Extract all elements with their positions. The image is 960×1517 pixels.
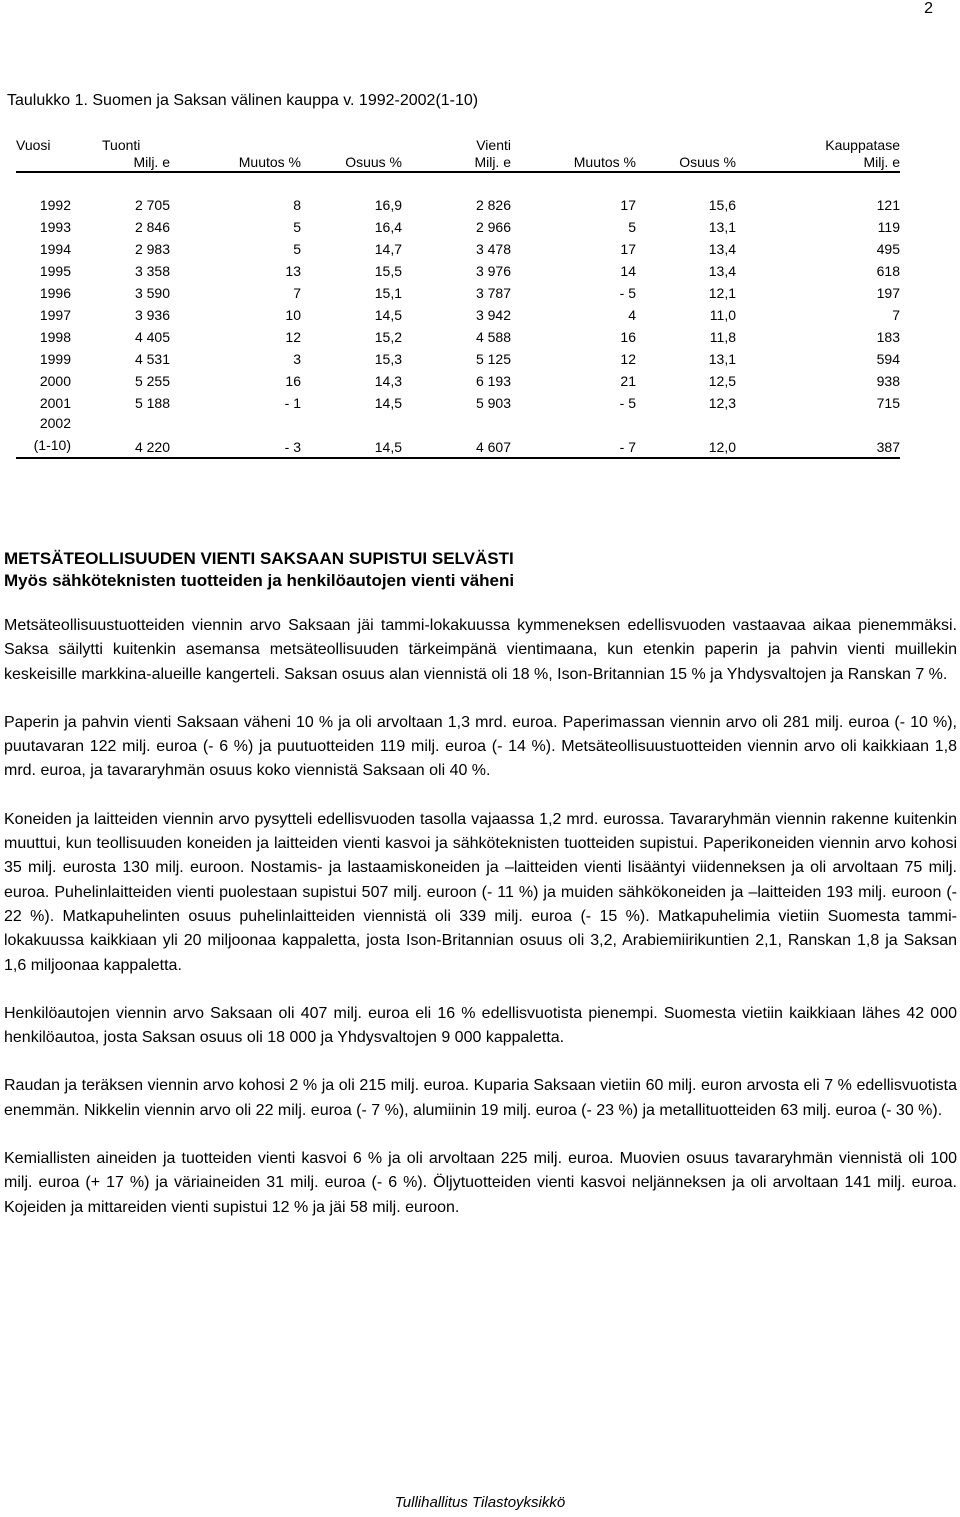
cell-year: 1994: [39, 241, 71, 257]
cell-vienti-osuus: 12,5: [708, 373, 736, 389]
cell-year: 1996: [39, 285, 71, 301]
header-vienti-unit: Milj. e: [402, 154, 511, 172]
header-tuonti-muutos: Muutos %: [170, 154, 301, 172]
cell-tuonti-muutos: 5: [293, 219, 301, 235]
table-header-row-2: [16, 154, 900, 172]
cell-year: 1995: [39, 263, 71, 279]
cell-vienti: 4 607: [402, 412, 511, 458]
cell-vienti-osuus: 15,6: [708, 197, 736, 213]
cell-tuonti: 2 846: [134, 219, 170, 235]
cell-vienti-muutos: - 7: [511, 412, 636, 458]
table-row: [16, 324, 900, 346]
cell-tuonti: 4 405: [134, 329, 170, 345]
cell-tuonti-osuus: 14,5: [301, 412, 402, 458]
cell-vienti-osuus: 13,1: [708, 351, 736, 367]
page-number: 2: [924, 0, 933, 17]
trade-table: [16, 137, 900, 459]
cell-tuonti-muutos: 10: [285, 307, 301, 323]
cell-year: 1993: [39, 219, 71, 235]
cell-kauppatase: 387: [736, 412, 900, 458]
cell-vienti-osuus: 12,0: [636, 412, 736, 458]
cell-kauppatase: 594: [876, 351, 900, 367]
cell-tuonti-osuus: 14,5: [374, 307, 402, 323]
header-tuonti-unit: Milj. e: [71, 154, 170, 172]
header-tuonti-osuus: Osuus %: [301, 154, 402, 172]
cell-vienti-osuus: 12,1: [708, 285, 736, 301]
cell-tuonti-osuus: 16,4: [374, 219, 402, 235]
cell-kauppatase: 121: [876, 197, 900, 213]
cell-vienti-osuus: 13,1: [708, 219, 736, 235]
cell-year: 1999: [39, 351, 71, 367]
header-vuosi: Vuosi: [16, 137, 51, 153]
cell-kauppatase: 7: [892, 307, 900, 323]
cell-kauppatase: 618: [876, 263, 900, 279]
cell-tuonti-osuus: 14,5: [374, 395, 402, 411]
cell-vienti: 3 478: [475, 241, 511, 257]
table-row: [16, 192, 900, 214]
table-row: [16, 346, 900, 368]
table-row: [16, 258, 900, 280]
cell-tuonti: 4 220: [71, 412, 170, 458]
table-caption: Taulukko 1. Suomen ja Saksan välinen kauppa v. 1992-2002(1-10): [7, 92, 479, 109]
cell-vienti-muutos: - 5: [619, 395, 636, 411]
cell-tuonti-muutos: 12: [285, 329, 301, 345]
header-vienti-osuus: Osuus %: [636, 154, 736, 172]
cell-tuonti-muutos: 7: [293, 285, 301, 301]
cell-tuonti: 2 983: [134, 241, 170, 257]
cell-year: 1992: [39, 197, 71, 213]
cell-year: 2000: [39, 373, 71, 389]
cell-vienti-osuus: 13,4: [708, 241, 736, 257]
table-row: [16, 412, 900, 458]
cell-vienti: 3 787: [475, 285, 511, 301]
header-tuonti: Tuonti: [102, 137, 141, 153]
cell-tuonti-osuus: 15,2: [374, 329, 402, 345]
cell-year: 1998: [39, 329, 71, 345]
table-header-row-1: [16, 137, 900, 154]
cell-tuonti-muutos: 3: [293, 351, 301, 367]
cell-vienti-muutos: 14: [620, 263, 636, 279]
cell-tuonti-muutos: 16: [285, 373, 301, 389]
cell-tuonti: 3 936: [134, 307, 170, 323]
cell-kauppatase: 495: [876, 241, 900, 257]
cell-year: 2001: [39, 395, 71, 411]
cell-vienti: 2 966: [475, 219, 511, 235]
header-vienti-muutos: Muutos %: [511, 154, 636, 172]
table-body: [16, 192, 900, 412]
cell-vienti: 3 942: [475, 307, 511, 323]
cell-tuonti-osuus: 15,5: [374, 263, 402, 279]
cell-vienti: 5 903: [475, 395, 511, 411]
article: [4, 548, 957, 1244]
cell-vienti-osuus: 11,8: [709, 329, 736, 345]
page-footer: Tullihallitus Tilastoyksikkö: [394, 1494, 566, 1511]
article-paragraph-2: Paperin ja pahvin vienti Saksaan väheni 10 % ja oli arvoltaan 1,3 mrd. euroa. Paperimassan viennin arvo oli 281 milj. euroa (- 10 %), puutavaran 122 milj. euroa (- 6 %) ja puutuotteiden 119 milj. euroa (- 14 %). Metsäteollisuustuotteiden viennin arvo oli kaikkiaan 1,8 mrd. euroa, ja tavararyhmän osuus koko viennistä Saksaan oli 40 %.: [4, 713, 957, 780]
article-paragraph-5: Raudan ja teräksen viennin arvo kohosi 2 % ja oli 215 milj. euroa. Kuparia Saksaan vietiin 60 milj. euron arvosta eli 7 % edellisvuotista enemmän. Nikkelin viennin arvo oli 22 milj. euroa (- 7 %), alumiinin 19 milj. euroa (- 23 %) ja metallituotteiden 63 milj. euroa (- 30 %).: [4, 1077, 957, 1119]
cell-tuonti-muutos: - 1: [284, 395, 301, 411]
cell-vienti-muutos: 21: [620, 373, 636, 389]
cell-tuonti: 2 705: [134, 197, 170, 213]
article-paragraph-1: Metsäteollisuustuotteiden viennin arvo Saksaan jäi tammi-lokakuussa kymmeneksen edellisvuoden vastaavaa aikaa pienemmäksi. Saksa säilytti kuitenkin asemansa metsäteollisuuden tärkeimpänä vientimaana, kun etenkin paperin ja pahvin vienti muillekin keskeisille markkina-alueille kangerteli. Saksan osuus alan viennistä oli 18 %, Ison-Britannian 15 % ja Yhdysvaltojen ja Ranskan 7 %.: [4, 617, 957, 683]
table-row: [16, 368, 900, 390]
cell-kauppatase: 183: [876, 329, 900, 345]
table-row: [16, 214, 900, 236]
header-kauppatase: Kauppatase: [825, 137, 900, 153]
cell-tuonti-muutos: 8: [293, 197, 301, 213]
cell-vienti-muutos: - 5: [619, 285, 636, 301]
cell-tuonti-osuus: 15,3: [374, 351, 402, 367]
cell-vienti: 2 826: [475, 197, 511, 213]
table-row: [16, 302, 900, 324]
cell-kauppatase: 715: [876, 395, 900, 411]
table-row: [16, 390, 900, 412]
cell-tuonti-osuus: 14,3: [374, 373, 402, 389]
table-row: [16, 236, 900, 258]
cell-vienti-muutos: 16: [620, 329, 636, 345]
cell-tuonti: 5 255: [134, 373, 170, 389]
article-subhead: Myös sähköteknisten tuotteiden ja henkilöautojen vienti väheni: [4, 571, 515, 590]
cell-tuonti-muutos: - 3: [170, 412, 301, 458]
cell-vienti-osuus: 13,4: [708, 263, 736, 279]
cell-tuonti-osuus: 16,9: [374, 197, 402, 213]
cell-year-line2: (1-10): [33, 437, 71, 453]
cell-tuonti-muutos: 13: [285, 263, 301, 279]
cell-kauppatase: 197: [876, 285, 900, 301]
cell-vienti-muutos: 12: [620, 351, 636, 367]
cell-vienti: 6 193: [475, 373, 511, 389]
cell-vienti: 5 125: [475, 351, 511, 367]
article-headline: METSÄTEOLLISUUDEN VIENTI SAKSAAN SUPISTUI SELVÄSTI: [4, 549, 514, 568]
cell-vienti: 4 588: [475, 329, 511, 345]
cell-tuonti: 4 531: [134, 351, 170, 367]
header-kauppatase-unit: Milj. e: [736, 154, 900, 172]
cell-kauppatase: 119: [877, 219, 900, 235]
cell-tuonti: 5 188: [134, 395, 170, 411]
cell-vienti-muutos: 17: [620, 197, 636, 213]
cell-year: 1997: [39, 307, 71, 323]
cell-vienti-muutos: 4: [628, 307, 636, 323]
cell-vienti: 3 976: [475, 263, 511, 279]
cell-tuonti: 3 590: [134, 285, 170, 301]
cell-vienti-osuus: 12,3: [708, 395, 736, 411]
cell-tuonti: 3 358: [134, 263, 170, 279]
cell-vienti-muutos: 17: [620, 241, 636, 257]
article-paragraph-6: Kemiallisten aineiden ja tuotteiden vienti kasvoi 6 % ja oli arvoltaan 225 milj. euroa. Muovien osuus tavararyhmän viennistä oli 100 milj. euroa (+ 17 %) ja väriaineiden 31 milj. euroa (- 6 %). Öljytuotteiden vienti kasvoi neljänneksen ja oli arvoltaan 141 milj. euroa. Kojeiden ja mittareiden vienti supistui 12 % ja jäi 58 milj. euroon.: [4, 1150, 957, 1216]
cell-tuonti-osuus: 14,7: [374, 241, 402, 257]
cell-tuonti-muutos: 5: [293, 241, 301, 257]
cell-kauppatase: 938: [876, 373, 900, 389]
header-vienti: Vienti: [476, 137, 511, 153]
table-row: [16, 280, 900, 302]
article-paragraph-3: Koneiden ja laitteiden viennin arvo pysytteli edellisvuoden tasolla vajaassa 1,2 mrd. eurossa. Tavararyhmän viennin rakenne kuitenkin muuttui, kun teollisuuden koneiden ja laitteiden vienti kasvoi ja sähköteknisten tuotteiden supistui. Paperikoneiden viennin arvo kohosi 35 milj. eurosta 130 milj. euroon. Nostamis- ja lastaamiskoneiden ja –laitteiden vienti lisääntyi viidenneksen ja oli arvoltaan 75 milj. euroa. Puhelinlaitteiden vienti puolestaan supistui 507 milj. euroon (- 11 %) ja muiden sähkökoneiden ja –laitteiden 193 milj. euroon (- 22 %). Matkapuhelinten osuus puhelinlaitteiden viennistä oli 339 milj. euroa (- 15 %). Matkapuhelimia vietiin Suomesta tammi-lokakuussa kaikkiaan yli 20 miljoonaa kappaletta, josta Ison-Britannian osuus oli 3,2, Arabiemiirikuntien 2,1, Ranskan 1,8 ja Saksan 1,6 miljoonaa kappaletta.: [4, 810, 957, 974]
article-paragraph-4: Henkilöautojen viennin arvo Saksaan oli 407 milj. euroa eli 16 % edellisvuotista pienempi. Suomesta vietiin kaikkiaan lähes 42 000 henkilöautoa, josta Saksan osuus oli 18 000 ja Yhdysvaltojen 9 000 kappaletta.: [4, 1004, 957, 1047]
cell-tuonti-osuus: 15,1: [374, 285, 402, 301]
cell-vienti-osuus: 11,0: [709, 307, 736, 323]
cell-year: [16, 412, 71, 458]
cell-vienti-muutos: 5: [628, 219, 636, 235]
cell-year-line1: 2002: [39, 415, 71, 431]
